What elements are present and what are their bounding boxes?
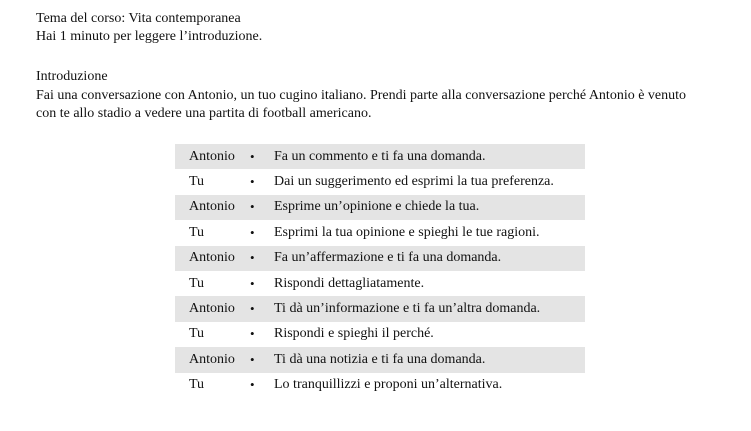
conversation-row bbox=[175, 195, 585, 220]
bullet: • bbox=[250, 224, 255, 240]
speaker-label: Tu bbox=[189, 224, 205, 240]
speaker-label: Tu bbox=[189, 377, 205, 393]
bullet: • bbox=[250, 377, 255, 393]
speaker-label: Antonio bbox=[189, 250, 235, 266]
bullet: • bbox=[250, 351, 255, 367]
turn-description: Ti dà una notizia e ti fa una domanda. bbox=[274, 351, 486, 367]
turn-description: Dai un suggerimento ed esprimi la tua preferenza. bbox=[274, 174, 554, 190]
turn-description: Esprimi la tua opinione e spieghi le tue ragioni. bbox=[274, 224, 540, 240]
conversation-row bbox=[175, 296, 585, 321]
turn-description: Lo tranquillizzi e proponi un’alternativa. bbox=[274, 377, 503, 393]
course-theme: Tema del corso: Vita contemporanea bbox=[36, 11, 241, 26]
bullet: • bbox=[250, 326, 255, 342]
header bbox=[36, 10, 262, 46]
speaker-label: Tu bbox=[189, 174, 205, 190]
turn-description: Fa un commento e ti fa una domanda. bbox=[274, 148, 486, 164]
introduction-section bbox=[36, 68, 726, 123]
turn-description: Rispondi dettagliatamente. bbox=[274, 275, 425, 291]
conversation-row bbox=[175, 347, 585, 372]
conversation-row bbox=[175, 169, 585, 194]
conversation-row bbox=[175, 144, 585, 169]
introduction-title: Introduzione bbox=[36, 69, 108, 84]
introduction-text-line: con te allo stadio a vedere una partita di football americano. bbox=[36, 106, 372, 121]
bullet: • bbox=[250, 275, 255, 291]
bullet: • bbox=[250, 148, 255, 164]
speaker-label: Tu bbox=[189, 326, 205, 342]
bullet: • bbox=[250, 250, 255, 266]
conversation-row bbox=[175, 322, 585, 347]
bullet: • bbox=[250, 199, 255, 215]
speaker-label: Antonio bbox=[189, 148, 235, 164]
turn-description: Fa un’affermazione e ti fa una domanda. bbox=[274, 250, 502, 266]
conversation-row bbox=[175, 271, 585, 296]
conversation-row bbox=[175, 373, 585, 398]
turn-description: Rispondi e spieghi il perché. bbox=[274, 326, 434, 342]
conversation-row bbox=[175, 246, 585, 271]
speaker-label: Antonio bbox=[189, 351, 235, 367]
time-notice: Hai 1 minuto per leggere l’introduzione. bbox=[36, 29, 263, 44]
turn-description: Ti dà un’informazione e ti fa un’altra domanda. bbox=[274, 301, 541, 317]
speaker-label: Tu bbox=[189, 275, 205, 291]
turn-description: Esprime un’opinione e chiede la tua. bbox=[274, 199, 480, 215]
speaker-label: Antonio bbox=[189, 199, 235, 215]
conversation-row bbox=[175, 220, 585, 245]
conversation-outline bbox=[175, 144, 585, 398]
speaker-label: Antonio bbox=[189, 301, 235, 317]
introduction-text-line: Fai una conversazione con Antonio, un tuo cugino italiano. Prendi parte alla conversazione perché Antonio è venuto bbox=[36, 88, 687, 103]
introduction-text bbox=[36, 87, 726, 123]
bullet: • bbox=[250, 301, 255, 317]
bullet: • bbox=[250, 174, 255, 190]
